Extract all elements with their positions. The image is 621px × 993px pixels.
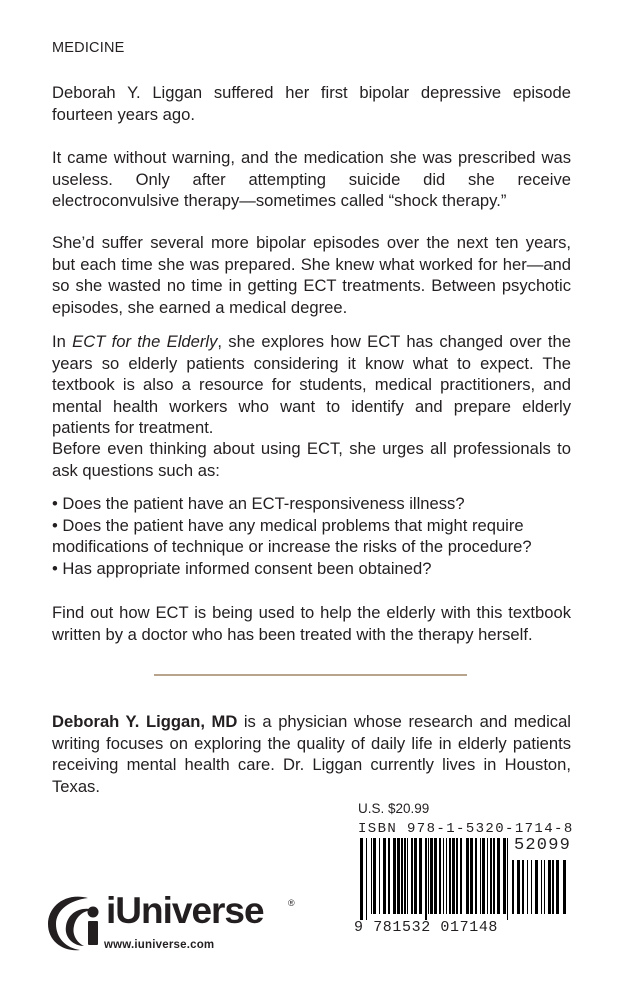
barcode-bar bbox=[552, 860, 554, 914]
barcode-bar bbox=[397, 838, 400, 914]
question-list bbox=[52, 493, 571, 579]
barcode-bar bbox=[411, 838, 413, 914]
barcode-bar bbox=[497, 838, 500, 914]
blurb-p4-suffix: , she explores how ECT has changed over the years so elderly patients considering it know what to expect. The textbook is also a resource for students, medical practitioners, and mental health workers who want to identify and prepare elderly patients for treatment. bbox=[52, 332, 571, 437]
barcode-bar bbox=[460, 838, 462, 914]
barcode-bar bbox=[452, 838, 455, 914]
addon-digits: 52099 bbox=[514, 836, 572, 855]
barcode-bar bbox=[401, 838, 403, 914]
barcode-bar bbox=[439, 838, 441, 914]
isbn-label: ISBN 978-1-5320-1714-8 bbox=[358, 821, 574, 837]
barcode-bar bbox=[475, 838, 477, 914]
barcode-bar bbox=[393, 838, 396, 914]
barcode-bar bbox=[388, 838, 390, 914]
barcode-bar bbox=[503, 838, 506, 914]
barcode-bar bbox=[419, 838, 422, 914]
barcode-bar bbox=[428, 838, 429, 914]
barcode-bar bbox=[482, 838, 485, 914]
barcode-bar bbox=[507, 838, 508, 920]
blurb-paragraph-4 bbox=[52, 331, 571, 439]
blurb-paragraph-5: Before even thinking about using ECT, she urges all professionals to ask questions such as: bbox=[52, 439, 571, 480]
barcode-bar bbox=[443, 838, 444, 914]
addon-barcode bbox=[512, 860, 569, 920]
barcode-bar bbox=[407, 838, 408, 914]
barcode-bar bbox=[470, 838, 473, 914]
question-item: • Has appropriate informed consent been obtained? bbox=[52, 558, 432, 578]
barcode-bar bbox=[456, 838, 458, 914]
barcode-bar bbox=[512, 860, 514, 914]
barcode-bar bbox=[480, 838, 481, 914]
barcode-bar bbox=[366, 838, 367, 920]
question-item: • Does the patient have any medical problems that might require modifications of technique or increase the risks of the procedure? bbox=[52, 515, 532, 556]
barcode-bar bbox=[493, 838, 495, 914]
blurb-paragraph-3: She’d suffer several more bipolar episodes over the next ten years, but each time she was prepared. She knew what worked for her—and so she wasted no time in getting ECT treatments. Between psychotic episodes, she earned a medical degree. bbox=[52, 233, 571, 317]
blurb-paragraph-1: Deborah Y. Liggan suffered her first bipolar depressive episode fourteen years ago. bbox=[52, 83, 571, 124]
author-name: Deborah Y. Liggan, MD bbox=[52, 712, 238, 731]
blurb-paragraph-2: It came without warning, and the medication she was prescribed was useless. Only after attempting suicide did she receive electroconvulsive therapy—sometimes called “shock therapy.” bbox=[52, 148, 571, 210]
blurb-p4-prefix: In bbox=[52, 332, 73, 351]
barcode-bar bbox=[535, 860, 538, 914]
barcode-bar bbox=[548, 860, 551, 914]
barcode-bar bbox=[360, 838, 363, 920]
publisher-name: iUniverse bbox=[106, 890, 264, 931]
book-title-italic: ECT for the Elderly bbox=[72, 332, 218, 351]
barcode-bar bbox=[556, 860, 559, 914]
barcode-bar bbox=[446, 838, 447, 914]
barcode-bar bbox=[490, 838, 492, 914]
barcode-bar bbox=[383, 838, 386, 914]
registered-mark: ® bbox=[288, 898, 295, 908]
barcode-bar bbox=[527, 860, 528, 914]
barcode-bar bbox=[434, 838, 437, 914]
ean-digits: 9 781532 017148 bbox=[354, 919, 499, 936]
barcode-bar bbox=[544, 860, 545, 914]
barcode-bar bbox=[371, 838, 372, 914]
iuniverse-swirl-icon bbox=[44, 890, 108, 954]
barcode-bar bbox=[414, 838, 417, 914]
blurb-paragraph-6: Find out how ECT is being used to help the elderly with this textbook written by a doctor who has been treated with the therapy herself. bbox=[52, 603, 571, 644]
barcode-bar bbox=[379, 838, 380, 914]
barcode-bar bbox=[373, 838, 376, 914]
question-item: • Does the patient have an ECT-responsiveness illness? bbox=[52, 494, 465, 513]
barcode-bar bbox=[487, 838, 488, 914]
category-label: MEDICINE bbox=[52, 40, 125, 56]
barcode-bar bbox=[522, 860, 524, 914]
barcode-bar bbox=[449, 838, 451, 914]
price-label: U.S. $20.99 bbox=[358, 801, 430, 816]
barcode-bar bbox=[430, 838, 433, 914]
ean-barcode bbox=[360, 838, 510, 920]
barcode-bar bbox=[466, 838, 469, 914]
author-bio bbox=[52, 711, 571, 797]
barcode-bar bbox=[541, 860, 542, 914]
barcode-bar bbox=[531, 860, 532, 914]
section-divider bbox=[154, 674, 467, 676]
barcode-bar bbox=[517, 860, 520, 914]
barcode-bar bbox=[425, 838, 427, 920]
author-bio-text: is a physician whose research and medical writing focuses on exploring the quality of daily life in elderly patients receiving mental health care. Dr. Liggan currently lives in Houston, Texas. bbox=[52, 712, 571, 796]
barcode-bar bbox=[563, 860, 566, 914]
barcode-bar bbox=[404, 838, 406, 914]
publisher-url: www.iuniverse.com bbox=[104, 939, 215, 951]
